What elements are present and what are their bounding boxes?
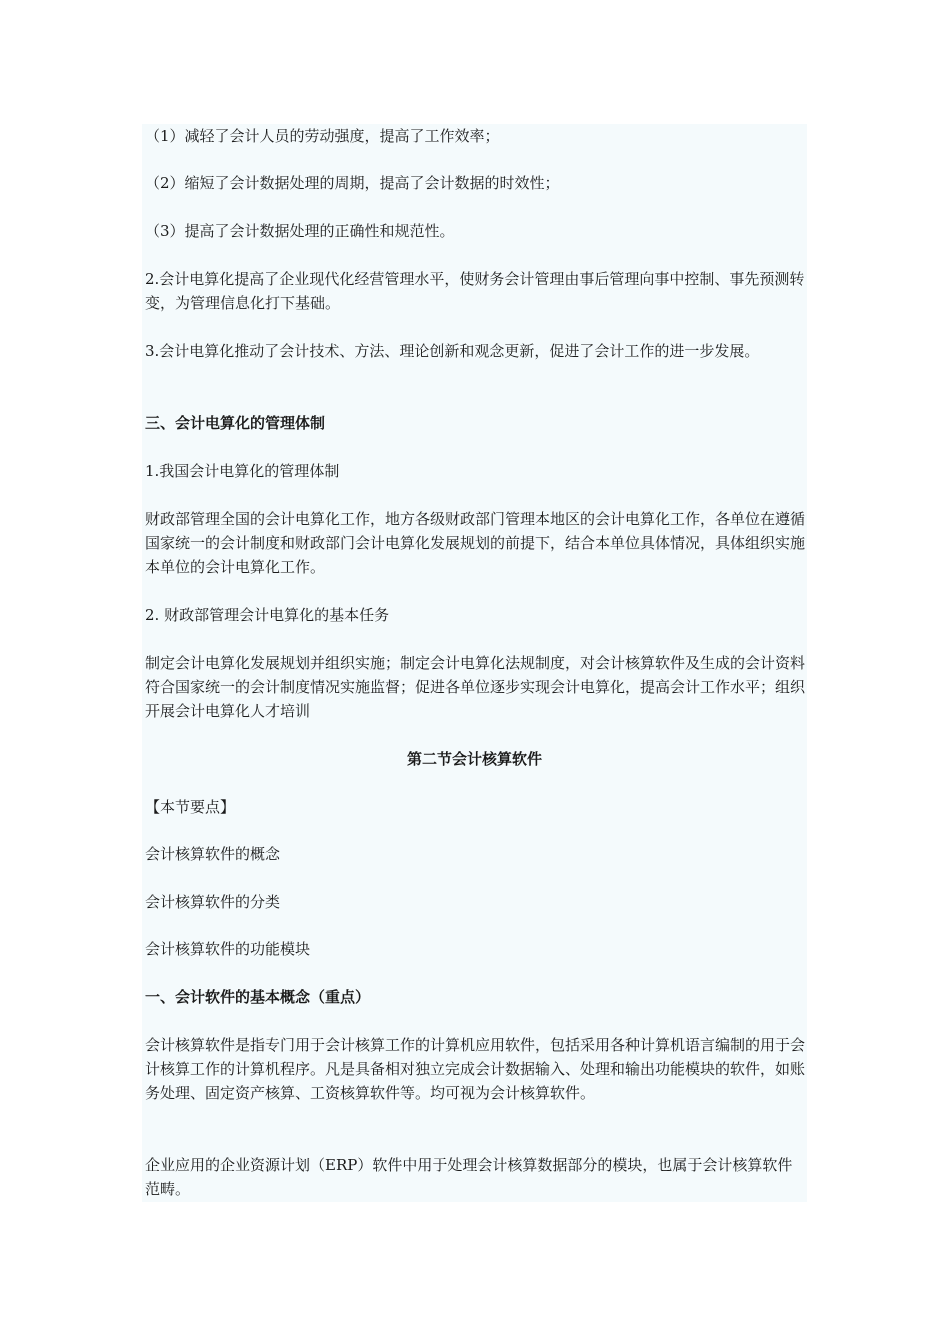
paragraph-point-2: 2.会计电算化提高了企业现代化经营管理水平，使财务会计管理由事后管理向事中控制、事先预测转变，为管理信息化打下基础。 — [145, 270, 805, 312]
chapter-title: 第二节会计核算软件 — [406, 750, 542, 768]
subheading-2: 2. 财政部管理会计电算化的基本任务 — [145, 606, 390, 624]
key-point-3: 会计核算软件的功能模块 — [145, 940, 311, 958]
subheading-1: 1.我国会计电算化的管理体制 — [145, 462, 340, 480]
paragraph-erp: 企业应用的企业资源计划（ERP）软件中用于处理会计核算数据部分的模块，也属于会计核算软件范畴。 — [145, 1156, 793, 1198]
key-point-2: 会计核算软件的分类 — [145, 893, 281, 911]
paragraph-management: 财政部管理全国的会计电算化工作，地方各级财政部门管理本地区的会计电算化工作，各单位在遵循国家统一的会计制度和财政部门会计电算化发展规划的前提下，结合本单位具体情况，具体组织实施本单位的会计电算化工作。 — [145, 510, 806, 576]
paragraph-point-3: 3.会计电算化推动了会计技术、方法、理论创新和观念更新，促进了会计工作的进一步发展。 — [145, 342, 760, 360]
list-item-1: （1）减轻了会计人员的劳动强度，提高了工作效率； — [145, 127, 500, 145]
list-item-2: （2）缩短了会计数据处理的周期，提高了会计数据的时效性； — [145, 174, 560, 192]
section-heading-3: 三、会计电算化的管理体制 — [145, 414, 326, 432]
key-points-label: 【本节要点】 — [145, 798, 236, 816]
section-heading-1: 一、会计软件的基本概念（重点） — [145, 988, 371, 1006]
list-item-3: （3）提高了会计数据处理的正确性和规范性。 — [145, 222, 455, 240]
document-body — [142, 124, 807, 1202]
key-point-1: 会计核算软件的概念 — [145, 845, 281, 863]
paragraph-tasks: 制定会计电算化发展规划并组织实施；制定会计电算化法规制度，对会计核算软件及生成的会计资料符合国家统一的会计制度情况实施监督；促进各单位逐步实现会计电算化，提高会计工作水平；组织开展会计电算化人才培训 — [145, 654, 806, 720]
paragraph-definition: 会计核算软件是指专门用于会计核算工作的计算机应用软件，包括采用各种计算机语言编制的用于会计核算工作的计算机程序。凡是具备相对独立完成会计数据输入、处理和输出功能模块的软件，如账务处理、固定资产核算、工资核算软件等。均可视为会计核算软件。 — [145, 1036, 806, 1102]
